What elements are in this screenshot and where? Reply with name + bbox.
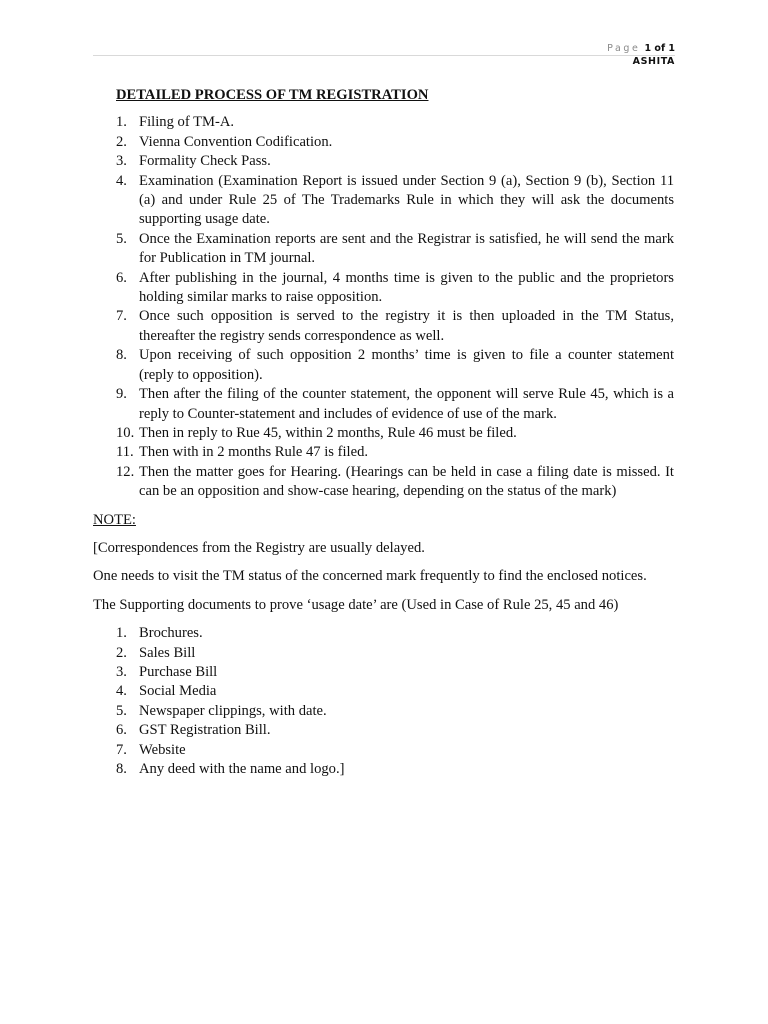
list-item [93,230,674,269]
list-item [93,385,674,424]
list-item [93,463,674,502]
header-divider [93,55,675,56]
list-item-text: Brochures. [139,625,203,642]
list-item [93,133,674,152]
list-item-number: 3. [116,153,127,170]
list-item-number: 7. [116,308,127,325]
list-item-text: Examination (Examination Report is issued under Section 9 (a), Section 9 (b), Section 11 (a) and under Rule 25 of The Trademarks Rule in which they will ask the documents supporting usage date. [139,172,674,228]
list-item-text: Once the Examination reports are sent and the Registrar is satisfied, he will send the mark for Publication in TM journal. [139,230,674,267]
list-item [93,760,674,779]
list-item-number: 5. [116,230,127,247]
list-item-number: 1. [116,114,127,131]
list-item [93,644,674,663]
list-item-number: 8. [116,347,127,364]
list-item [93,424,674,443]
list-item-text: Then after the filing of the counter statement, the opponent will serve Rule 45, which is a reply to Counter-statement and includes of evidence of use of the mark. [139,386,674,422]
list-item [93,663,674,682]
list-item-number: 1. [116,625,127,642]
list-item [93,113,674,132]
list-item-number: 6. [116,269,127,286]
note-paragraph: The Supporting documents to prove ‘usage date’ are (Used in Case of Rule 25, 45 and 46) [93,596,619,613]
list-item [93,682,674,701]
list-item-text: Vienna Convention Codification. [139,133,333,150]
list-item [93,721,674,740]
list-item [93,269,674,308]
list-item-text: Purchase Bill [139,663,218,680]
list-item [93,741,674,760]
process-steps-list [93,113,674,501]
note-paragraph: [Correspondences from the Registry are usually delayed. [93,539,425,556]
note-heading: NOTE: [93,511,136,528]
list-item-number: 3. [116,663,127,680]
list-item-number: 5. [116,702,127,719]
list-item-number: 2. [116,644,127,661]
list-item-number: 6. [116,722,127,739]
list-item-number: 4. [116,172,127,189]
list-item [93,624,674,643]
list-item-number: 9. [116,386,127,403]
page-indicator [607,42,675,55]
list-item [93,702,674,721]
list-item-text: Any deed with the name and logo.] [139,761,345,777]
list-item-number: 12. [116,463,135,480]
list-item-text: After publishing in the journal, 4 months time is given to the public and the proprietors holding similar marks to raise opposition. [139,269,674,306]
document-title: DETAILED PROCESS OF TM REGISTRATION [116,87,429,103]
list-item [93,307,674,346]
list-item-text: Newspaper clippings, with date. [139,702,327,719]
list-item-text: Once such opposition is served to the registry it is then uploaded in the TM Status, thereafter the registry sends correspondence as well. [139,308,674,344]
list-item-text: Filing of TM-A. [139,114,235,131]
list-item-text: Then the matter goes for Hearing. (Hearings can be held in case a filing date is missed. It can be an opposition and show-case hearing, depending on the status of the mark) [139,463,674,500]
list-item-number: 10. [116,424,135,441]
list-item-text: Then in reply to Rue 45, within 2 months, Rule 46 must be filed. [139,424,517,441]
list-item-text: Website [139,741,186,758]
list-item-text: Social Media [139,683,217,700]
list-item-text: Formality Check Pass. [139,153,271,170]
page-number: 1 of 1 [644,43,675,54]
list-item-text: Sales Bill [139,644,196,661]
list-item-number: 11. [116,444,134,461]
list-item-number: 4. [116,683,127,700]
supporting-documents-list [93,624,674,779]
list-item-number: 8. [116,761,127,777]
list-item-text: GST Registration Bill. [139,722,271,739]
list-item [93,172,674,230]
list-item-number: 2. [116,133,127,150]
author-name: ASHITA [632,56,675,67]
page-label: Page [607,43,641,54]
list-item [93,443,674,462]
note-paragraph: One needs to visit the TM status of the concerned mark frequently to find the enclosed notices. [93,568,647,585]
list-item [93,346,674,385]
document-body [93,86,674,779]
list-item-text: Then with in 2 months Rule 47 is filed. [139,444,369,461]
list-item [93,152,674,171]
list-item-number: 7. [116,741,127,758]
list-item-text: Upon receiving of such opposition 2 months’ time is given to file a counter statement (reply to opposition). [139,347,674,383]
